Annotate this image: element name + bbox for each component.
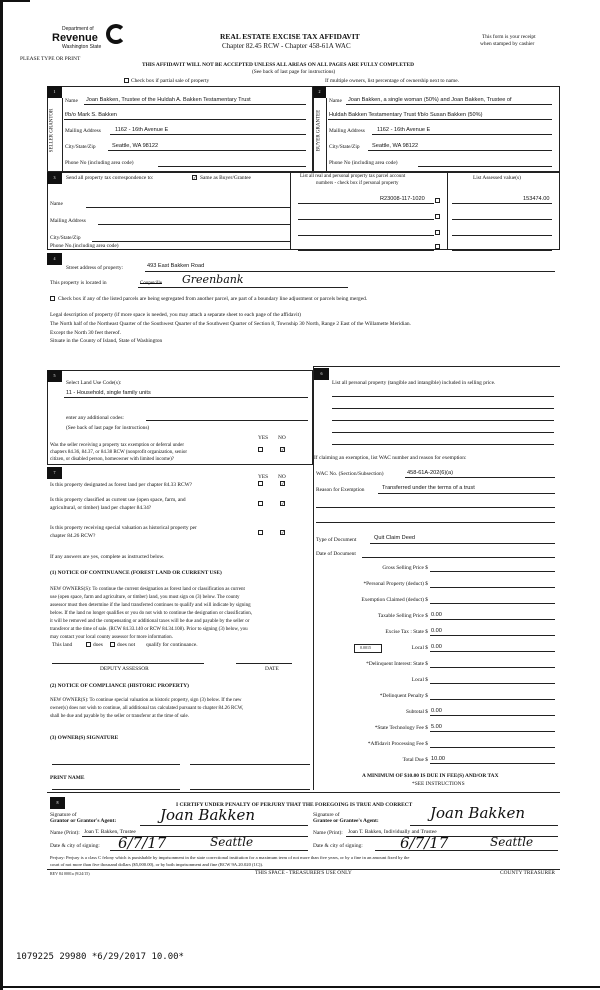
perjury-text: Perjury: Perjury is a class C felony which is punishable by imprisonment in the state correctional institution for a maximum term of not more than five years, or by a fine in an amount fixed by the xyxy=(50,855,410,860)
exempt-question-3: citizen, or disabled person, homeowner with limited income)? xyxy=(50,457,174,462)
personal-property-label: List all personal property (tangible and intangible) included in selling price. xyxy=(332,380,496,386)
fee-label: *Affidavit Processing Fee $ xyxy=(367,741,428,747)
seller-name-2[interactable]: f/b/o Mark S. Bakken xyxy=(65,112,117,118)
form-subtitle: Chapter 82.45 RCW - Chapter 458-61A WAC xyxy=(222,42,351,50)
line xyxy=(328,119,552,120)
corr-mail-label: Mailing Address xyxy=(50,218,86,224)
corr-phone-label: Phone No.(including area code) xyxy=(50,243,119,249)
current-use-yes-checkbox[interactable] xyxy=(258,501,263,506)
current-use-question: Is this property classified as current use (open space, farm, and xyxy=(50,497,186,503)
fee-line xyxy=(430,619,555,620)
para2: NEW OWNER(S): To continue special valuation as historic property, sign (3) below. If the new xyxy=(50,698,242,703)
grantor-name-label: Name (Print): xyxy=(50,830,80,836)
fee-value[interactable]: 0.00 xyxy=(431,708,442,714)
grantee-print-name[interactable]: Joan T. Bakken, Individually and Trustee xyxy=(348,829,437,835)
grantee-sig-label-2: Grantee or Grantee's Agent: xyxy=(313,818,379,824)
exempt-no-checkbox[interactable]: ✓ xyxy=(281,447,285,452)
fee-line xyxy=(430,699,555,700)
line xyxy=(110,134,306,135)
segregated-label: Check box if any of the listed parcels are being segregated from another parcel, are part of a boundary line adjustment or parcels being merged. xyxy=(58,296,368,302)
section-1-marker: 1 xyxy=(47,86,62,98)
buyer-phone-field[interactable] xyxy=(418,166,552,167)
grantee-date-label: Date & city of signing: xyxy=(313,843,363,849)
line xyxy=(84,104,306,105)
corr-name-label: Name xyxy=(50,201,63,207)
line xyxy=(410,825,558,826)
fee-value[interactable]: 10.00 xyxy=(431,756,445,762)
print-name-label: PRINT NAME xyxy=(50,775,85,781)
grantee-date[interactable]: 6/7/17 xyxy=(400,834,449,852)
line xyxy=(368,150,552,151)
line xyxy=(64,119,306,120)
street-address[interactable]: 493 East Bakken Road xyxy=(147,263,205,269)
owner-signature-label: (3) OWNER(S) SIGNATURE xyxy=(50,735,119,741)
forest-no-checkbox[interactable]: ✓ xyxy=(281,481,285,486)
does-not-label: does not xyxy=(117,642,136,648)
fee-line xyxy=(430,635,555,636)
seller-name[interactable]: Joan Bakken, Trustee of the Huldah A. Bakken Testamentary Trust xyxy=(86,97,251,103)
land-use-code[interactable]: 11 - Household, single family units xyxy=(66,390,151,396)
para1: transferor at the time of sale. (RCW 84.33.140 or RCW 84.34.108). Prior to signing (3) below, you xyxy=(50,627,248,632)
para1: may contact your local county assessor for more information. xyxy=(50,635,173,640)
section-5-marker: 5 xyxy=(47,370,62,382)
seller-name-label: Name xyxy=(65,98,78,104)
parcel-number[interactable]: R23008-117-1020 xyxy=(380,196,425,202)
land-use-label: Select Land Use Code(s): xyxy=(66,380,122,386)
fee-label: Taxable Selling Price $ xyxy=(377,613,428,619)
corr-name-field[interactable] xyxy=(86,207,290,208)
assessed-header: List Assessed value(s) xyxy=(473,175,521,181)
notice-continuance: (1) NOTICE OF CONTINUANCE (FOREST LAND OR CURRENT USE) xyxy=(50,570,222,576)
corr-phone-field[interactable] xyxy=(146,249,290,250)
line xyxy=(64,397,308,398)
fee-label: Exemption Claimed (deduct) $ xyxy=(361,597,428,603)
grantor-sig-label-2: Grantor or Grantor's Agent: xyxy=(50,818,117,824)
grantee-city[interactable]: Seattle xyxy=(490,835,534,849)
buyer-city-label: City/State/Zip xyxy=(329,144,360,150)
personal-property-line[interactable] xyxy=(332,396,554,397)
fee-label: Gross Selling Price $ xyxy=(382,565,428,571)
section-6-marker: 6 xyxy=(314,368,329,380)
buyer-name-2[interactable]: Huldah Bakken Testamentary Trust f/b/o Susan Bakken (50%) xyxy=(329,112,483,118)
legal-description-2[interactable]: Except the North 30 feet thereof. xyxy=(50,330,121,336)
fee-label: *Personal Property (deduct) $ xyxy=(363,581,428,587)
line xyxy=(140,825,308,826)
same-as-buyer-checkbox[interactable]: ✓ xyxy=(193,175,197,180)
fee-label: Total Due $ xyxy=(402,757,428,763)
rev-number: REV 84 0001a (9/24/15) xyxy=(50,871,90,876)
line xyxy=(452,235,552,236)
minimum-note: A MINIMUM OF $10.00 IS DUE IN FEE(S) AND/OR TAX xyxy=(362,773,499,779)
this-land-label: This land xyxy=(52,642,73,648)
divider xyxy=(62,98,63,172)
fee-label: *Delinquent Interest: State $ xyxy=(366,661,428,667)
deputy-date-field[interactable] xyxy=(236,663,292,664)
line xyxy=(405,477,555,478)
buyer-mail-label: Mailing Address xyxy=(329,128,365,134)
no-header: NO xyxy=(278,435,286,441)
if-yes-note: If any answers are yes, complete as instructed below. xyxy=(50,554,165,560)
date-label: DATE xyxy=(265,666,279,672)
buyer-name-label: Name xyxy=(329,98,342,104)
divider xyxy=(290,172,291,250)
see-back: (See back of last page for instructions) xyxy=(252,69,336,75)
does-not-qualify-checkbox[interactable] xyxy=(110,642,115,647)
section-7-marker: 7 xyxy=(47,467,62,479)
seller-phone-field[interactable] xyxy=(158,166,306,167)
divider xyxy=(47,792,560,793)
qualify-label: qualify for continuance. xyxy=(146,642,198,648)
section-2-marker: 2 xyxy=(313,86,326,98)
land-use-see-back: (See back of last page for instructions) xyxy=(66,425,150,431)
correspondence-section xyxy=(47,172,560,250)
line xyxy=(378,493,555,494)
line xyxy=(108,150,306,151)
line xyxy=(375,850,558,851)
personal-property-checkbox[interactable] xyxy=(435,230,440,235)
scan-left-edge xyxy=(0,0,3,990)
para1: use (open space, farm and agriculture, or timber) land, you must sign on (3) below. The county xyxy=(50,595,240,600)
corr-city-field[interactable] xyxy=(92,241,290,242)
multiple-owners-note: If multiple owners, list percentage of ownership next to name. xyxy=(325,78,459,84)
para2: shall be due and payable by the seller or transferor at the time of sale. xyxy=(50,714,189,719)
partial-sale-checkbox[interactable] xyxy=(124,78,129,83)
perjury-text-2: court of not more than five thousand dollars ($5,000.00), or by both imprisonment and fine (RCW 9A.20.020 (1C)). xyxy=(50,862,264,867)
document-type[interactable]: Quit Claim Deed xyxy=(374,535,416,541)
forest-question: Is this property designated as forest land per chapter 84.33 RCW? xyxy=(50,482,193,488)
grantee-signature[interactable]: Joan Bakken xyxy=(430,804,526,822)
print-name-field-2[interactable] xyxy=(190,789,310,790)
line xyxy=(346,104,552,105)
fee-line xyxy=(430,715,555,716)
line xyxy=(298,250,434,251)
fee-label: Local $ xyxy=(411,677,428,683)
personal-property-line[interactable] xyxy=(332,408,554,409)
section-4-marker: 4 xyxy=(47,253,62,265)
seller-city[interactable]: Seattle, WA 98122 xyxy=(112,143,159,149)
section-8-marker: 8 xyxy=(50,797,65,809)
line xyxy=(452,250,552,251)
fee-value[interactable]: 0.00 xyxy=(431,644,442,650)
reason-label: Reason for Exemption xyxy=(316,487,365,493)
current-use-no-checkbox[interactable]: ✓ xyxy=(281,501,285,506)
form-title: REAL ESTATE EXCISE TAX AFFIDAVIT xyxy=(220,32,360,41)
historic-yes-checkbox[interactable] xyxy=(258,530,263,535)
line xyxy=(298,203,434,204)
receipt-note: This form is your receipt xyxy=(482,34,536,40)
located-struck: Coupeville xyxy=(140,281,162,286)
divider xyxy=(447,172,448,250)
para1: below. If the land no longer qualifies or you do not wish to continue the designation or classification, xyxy=(50,611,252,616)
owner-signature-field[interactable] xyxy=(52,764,180,765)
additional-codes-label: enter any additional codes: xyxy=(66,415,124,421)
exemption-reason[interactable]: Transferred under the terms of a trust xyxy=(382,485,475,491)
grantor-city[interactable]: Seattle xyxy=(210,835,254,849)
fee-line xyxy=(430,651,555,652)
fee-line xyxy=(430,747,555,748)
notice-compliance: (2) NOTICE OF COMPLIANCE (HISTORIC PROPERTY) xyxy=(50,683,189,689)
print-name-field[interactable] xyxy=(52,789,180,790)
deputy-signature-field[interactable] xyxy=(52,663,204,664)
personal-property-line[interactable] xyxy=(332,432,554,433)
forest-yes-checkbox[interactable] xyxy=(258,481,263,486)
fee-label: *Delinquent Penalty $ xyxy=(379,693,428,699)
fee-line xyxy=(430,683,555,684)
same-as-buyer-label: Same as Buyer/Grantee xyxy=(200,175,251,181)
doc-type-label: Type of Document xyxy=(316,537,357,543)
fee-line xyxy=(430,667,555,668)
line xyxy=(298,235,434,236)
yes-header: YES xyxy=(258,435,269,441)
parcel-header-2: numbers - check box if personal property xyxy=(316,181,399,186)
scan-top-edge xyxy=(0,0,30,2)
personal-property-line[interactable] xyxy=(332,444,554,445)
line xyxy=(313,366,560,367)
partial-sale-label: Check box if partial sale of property xyxy=(131,78,210,84)
grantee-name-label: Name (Print): xyxy=(313,830,343,836)
receipt-note-2: when stamped by cashier xyxy=(480,41,535,47)
fee-value[interactable]: 0.00 xyxy=(431,628,442,634)
line xyxy=(452,203,552,204)
correspondence-label: Send all property tax correspondence to: xyxy=(66,175,154,181)
historic-question-2: chapter 84.26 RCW? xyxy=(50,533,96,539)
personal-property-checkbox[interactable] xyxy=(435,214,440,219)
exempt-question-2: chapters 84.36, 84.37, or 84.38 RCW (nonprofit organization, senior xyxy=(50,450,188,455)
dor-logo: Department of Revenue Washington State xyxy=(50,24,132,54)
corr-mail-field[interactable] xyxy=(98,224,290,225)
parcel-header: List all real and personal property tax parcel account xyxy=(300,174,406,179)
warning: THIS AFFIDAVIT WILL NOT BE ACCEPTED UNLESS ALL AREAS ON ALL PAGES ARE FULLY COMPLETED xyxy=(142,62,415,68)
yes-header: YES xyxy=(258,474,269,480)
para1: NEW OWNERS(S): To continue the current designation as forest land or classification as current xyxy=(50,587,245,592)
fee-label: Excise Tax : State $ xyxy=(385,629,428,635)
buyer-name[interactable]: Joan Bakken, a single woman (50%) and Joan Bakken, Trustee of xyxy=(348,97,512,103)
personal-property-checkbox[interactable] xyxy=(435,198,440,203)
grantor-sig-label: Signature of xyxy=(50,812,77,818)
legal-label: Legal description of property (if more space is needed, you may attach a separate sheet to each page of the affidavit) xyxy=(50,312,301,318)
fee-line xyxy=(430,731,555,732)
doc-date-label: Date of Document xyxy=(316,551,356,557)
buyer-grantee-label: BUYER GRANTEE xyxy=(316,109,322,152)
line xyxy=(298,219,434,220)
grantor-print-name[interactable]: Joan T. Bakken, Trustee xyxy=(84,829,136,835)
fee-line xyxy=(430,603,555,604)
exemption-label: If claiming an exemption, list WAC number and reason for exemption: xyxy=(314,455,467,461)
column-divider xyxy=(313,366,314,790)
line xyxy=(82,836,308,837)
para2: owner(s) does not wish to continue, all additional tax calculated pursuant to chapter 84.26 RCW, xyxy=(50,706,244,711)
deputy-label: DEPUTY ASSESSOR xyxy=(100,666,149,672)
located-label: This property is located in xyxy=(50,280,107,286)
line xyxy=(370,543,555,544)
personal-property-line[interactable] xyxy=(332,420,554,421)
scan-bottom-edge xyxy=(0,986,600,988)
para1: assessor must then determine if the land transferred continues to qualify and will indicate by signing xyxy=(50,603,251,608)
legal-description-3[interactable]: Situate in the County of Island, State of Washington xyxy=(50,338,163,344)
seller-city-label: City/State/Zip xyxy=(65,144,96,150)
logo-swirl-icon xyxy=(106,24,126,44)
wac-number[interactable]: 458-61A-202(6)(a) xyxy=(407,470,454,476)
fee-line xyxy=(430,571,555,572)
line xyxy=(452,219,552,220)
wac-label: WAC No. (Section/Subsection) xyxy=(316,471,384,477)
county-treasurer: COUNTY TREASURER xyxy=(500,870,555,876)
grantee-sig-label: Signature of xyxy=(313,812,340,818)
treasurer-space: THIS SPACE - TREASURER'S USE ONLY xyxy=(255,870,352,876)
line xyxy=(316,507,555,508)
corr-city-label: City/State/Zip xyxy=(50,235,81,241)
historic-no-checkbox[interactable]: ✓ xyxy=(281,530,285,535)
buyer-phone-label: Phone No (including area code) xyxy=(329,160,398,166)
historic-question: Is this property receiving special valuation as historical property per xyxy=(50,525,197,531)
does-qualify-checkbox[interactable] xyxy=(86,642,91,647)
street-label: Street address of property: xyxy=(66,265,124,271)
buyer-city[interactable]: Seattle, WA 98122 xyxy=(372,143,419,149)
fee-value[interactable]: 5.00 xyxy=(431,724,442,730)
fee-label: *State Technology Fee $ xyxy=(374,725,428,731)
section-3-marker: 3 xyxy=(47,172,62,184)
see-instructions: *SEE INSTRUCTIONS xyxy=(412,781,465,787)
please-type: PLEASE TYPE OR PRINT xyxy=(20,56,81,62)
located-city[interactable]: Greenbank xyxy=(182,273,244,286)
exempt-yes-checkbox[interactable] xyxy=(258,447,263,452)
certify-title: I CERTIFY UNDER PENALTY OF PERJURY THAT THE FOREGOING IS TRUE AND CORRECT xyxy=(176,802,413,808)
fee-line xyxy=(430,587,555,588)
seller-phone-label: Phone No (including area code) xyxy=(65,160,134,166)
cashier-stamp: 1079225 29980 *6/29/2017 10.00* xyxy=(16,952,184,962)
local-rate: 0.0015 xyxy=(360,645,371,650)
segregated-checkbox[interactable] xyxy=(50,296,55,301)
seller-mail[interactable]: 1162 - 16th Avenue E xyxy=(115,127,169,133)
grantor-date-label: Date & city of signing: xyxy=(50,843,100,849)
line xyxy=(138,287,348,288)
fee-label: Local $ xyxy=(411,645,428,651)
additional-codes-field[interactable] xyxy=(146,420,308,421)
grantor-signature[interactable]: Joan Bakken xyxy=(160,806,256,824)
assessed-value[interactable]: 153474.00 xyxy=(523,196,550,202)
buyer-mail[interactable]: 1162 - 16th Avenue E xyxy=(377,127,431,133)
line xyxy=(145,271,555,272)
current-use-question-2: agricultural, or timber) land per chapter 84.34? xyxy=(50,505,152,511)
seller-grantor-label: SELLER GRANTOR xyxy=(49,108,55,153)
fee-value[interactable]: 0.00 xyxy=(431,612,442,618)
seller-mail-label: Mailing Address xyxy=(65,128,101,134)
document-date-field[interactable] xyxy=(362,557,555,558)
line xyxy=(372,134,552,135)
para1: it will be removed and the compensating or additional taxes will be due and payable by the seller or xyxy=(50,619,250,624)
fee-line xyxy=(430,763,555,764)
fee-label: Subtotal $ xyxy=(405,709,428,715)
grantor-date[interactable]: 6/7/17 xyxy=(118,834,167,852)
no-header: NO xyxy=(278,474,286,480)
does-label: does xyxy=(93,642,103,648)
exempt-question: Was the seller receiving a property tax exemption or deferral under xyxy=(50,443,184,448)
line xyxy=(110,850,308,851)
legal-description[interactable]: The North half of the Northeast Quarter of the Southwest Quarter of the Southwest Quarter of Section 8, Township 30 North, Range 2 East of the Willamette Meridian. xyxy=(50,321,411,327)
owner-signature-field-2[interactable] xyxy=(190,764,310,765)
divider xyxy=(326,98,327,172)
personal-property-checkbox[interactable] xyxy=(435,244,440,249)
line xyxy=(316,522,555,523)
